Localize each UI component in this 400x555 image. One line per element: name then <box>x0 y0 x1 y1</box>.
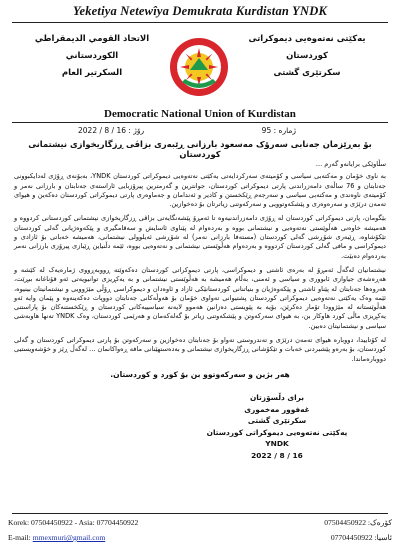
arabic-header <box>22 31 162 82</box>
footer-rule <box>12 513 388 514</box>
letter-number: ژمارە : 95 <box>261 126 296 135</box>
footer-korek-phone: کۆرەک: 07504450922 <box>324 518 392 527</box>
letter-body <box>14 160 386 369</box>
signature-prefix: برای دڵسۆزتان <box>249 393 305 402</box>
signature-role: سکرتێری گشتی <box>247 416 307 425</box>
letter-paragraph-4: لە کۆتاییدا، دووبارە هیوای تەمەن درێژی و تەندروستی تەواو بۆ جەنابتان دەخوازین و سەرکەوتن بۆ پارتی دیموکراتی کوردستان و گەلی کوردستان، بۆ بەرەو پێشبردنی خەبات و تێکۆشانی ڕزگاریخوازی نیشتمانی و بەدەستهێنانی مافە ڕەواکانمان ... لەگەڵ ڕێز و خۆشەویستیی دووبارەماندا. <box>14 336 386 363</box>
arabic-role: السكرتير العام <box>61 68 123 78</box>
letter-greeting: سڵاوێکی برایانەو گەرم ... <box>315 160 386 168</box>
letter-date: رۆژ : 16 / 8 / 2022 <box>78 126 145 135</box>
signature-block <box>202 392 352 461</box>
email-label: E-mail: <box>8 533 31 542</box>
ynDK-logo-icon <box>168 36 230 98</box>
letter-closing: هەر بژین و سەرکەوتوو بن بۆ کورد و کوردستان. <box>110 370 290 379</box>
kurdish-header <box>232 31 382 82</box>
letter-paragraph-3: نیشتمانیان لەگەڵ ئەمڕۆ لە بەرەی ئاشتی و دیموکراسی، پارتی دیموکراتی کوردستان دەکەوێتە ڕووبەڕووی ژمارەیەک لە کێشە و هەڕەشەی جیاوازی ئابووری و سیاسی و ئەمنی، بەڵام هەمیشە بە هەڵوێستی نیشتمانی و بە یەکڕیزی توانیویەتی ئەو قۆناغانە ببڕێت، هەروەها جەنابتان لە پێناو ئاشتی و پێکەوەژیان و بنیاتنانی کوردستانێکی ئازاد و ئاوەدان و دیموکراسی ڕۆڵی مێژوویی و نیشتمانیتان بینیوە، ئێمە وەک یەکێتی نەتەوەیی دیموکراتی کوردستان پشتیوانی تەواوی خۆمان بۆ هەوڵەکانی جەنابتان دووپات دەکەینەوە و پێمان وایە ئەو هەڵوێستانە لە مێژوودا تۆمار دەکرێن، بۆیە بە پێویستی دەزانین هەموو لایەنە سیاسییەکانی کوردستان و ڕێکخستنەکان بۆ پاراستنی یەکڕیزی ماڵی کورد هاوکار بن، بە هیوای سەرکەوتن و پێشکەوتنی زیاتر بۆ گەلەکەمان و هەرێمی کوردستان، وەک YNDK تەنها هاوبەشی سیاسی و نیشتمانیتان دەبین. <box>14 265 386 330</box>
letter-subject: بۆ بەڕێزمان جەنابی سەرۆک مەسعود بارزانی ڕێبەری بزاڤی ڕزگاریخوازی نیشتمانی کوردستان <box>28 139 372 159</box>
latin-header-title: Yeketiya Netewîya Demukrata Kurdistan YNDK <box>73 4 327 18</box>
letter-paragraph-1: بە ناوی خۆمان و مەکتەبی سیاسی و کۆمیتەی سەرکردایەتی یەکێتی نەتەوەیی دیموکراتی کوردستان YNDK، بەبۆنەی ڕۆژی لەدایکبوونی جەنابتان و 76 ساڵەی دامەزراندنی پارتی دیموکراتی کوردستان، جوانترین و گەرمترین پیرۆزبایی ئاراستەی جەنابتان و بارزانی نەمر و کۆمیتەی ناوەندی و مەکتەبی سیاسی و سەرجەم ڕێکخستن و کادیر و ئەندامان و جەماوەری پارتی دیموکراتی کوردستان دەکەین و هیوای تەمەن درێژی و سەرەوەری و پێشکەوتوویی و سەرکەوتنی زیاترتان بۆ دەخوازین. <box>14 172 386 209</box>
header-bottom-rule <box>12 122 388 123</box>
arabic-org-name: الاتحاد القومي الديمقراطي الكوردستاني <box>34 34 150 61</box>
english-header-title: Democratic National Union of Kurdistan <box>104 108 296 120</box>
signature-name: غەفوور مەخموری <box>244 404 310 414</box>
header-top-rule <box>12 22 388 23</box>
kurdish-role: سکرتێری گشتی <box>273 68 341 78</box>
email-link[interactable]: mmexmuri@gmail.com <box>32 533 106 542</box>
kurdish-org-name: یەکێتی نەتەوەیی دیموکراتی کوردستان <box>248 34 366 61</box>
signature-org: یەکێتی نەتەوەیی دیموکراتی کوردستان YNDK <box>206 427 348 448</box>
signature-date: 2022 / 8 / 16 <box>251 450 303 460</box>
letter-paragraph-2: بێگومان، پارتی دیموکراتی کوردستان لە ڕۆژی دامەزراندنیەوە تا ئەمڕۆ پێشەنگایەتی بزاڤی ڕزگاریخوازی نیشتمانی کوردستانی کردووە و هەمیشە خاوەنی هەڵوێستی نەتەوەیی و نیشتمانی بووە و بەردەوام لە پێناوی ئاسایش و سەقامگیری و پێکەوەژیانی گەلی کوردستان تێکۆشاوە، ڕێبەری شۆڕشی گەلی کوردستان (مستەفا بارزانی نەمر) لە شۆڕشی ئەیلوولی نیشتمانی، هەمیشە خەباتی بۆ ئازادی و دیموکراسی و مافی گەلی کوردستان کردووە و بەردەوام هەڵوێستی نیشتمانی و نەتەوەیی بووە، ئێمە دڵنیاین ڕێبازی پیرۆزی بارزانی نەمر بەردەوام دەبێت. <box>14 214 386 260</box>
footer-asia-phone: ئاسیا: 07704450922 <box>330 533 392 542</box>
footer-email <box>8 533 105 542</box>
letter-meta <box>0 126 400 138</box>
footer-phones: Korek: 07504450922 - Asia: 07704450922 <box>8 518 139 527</box>
